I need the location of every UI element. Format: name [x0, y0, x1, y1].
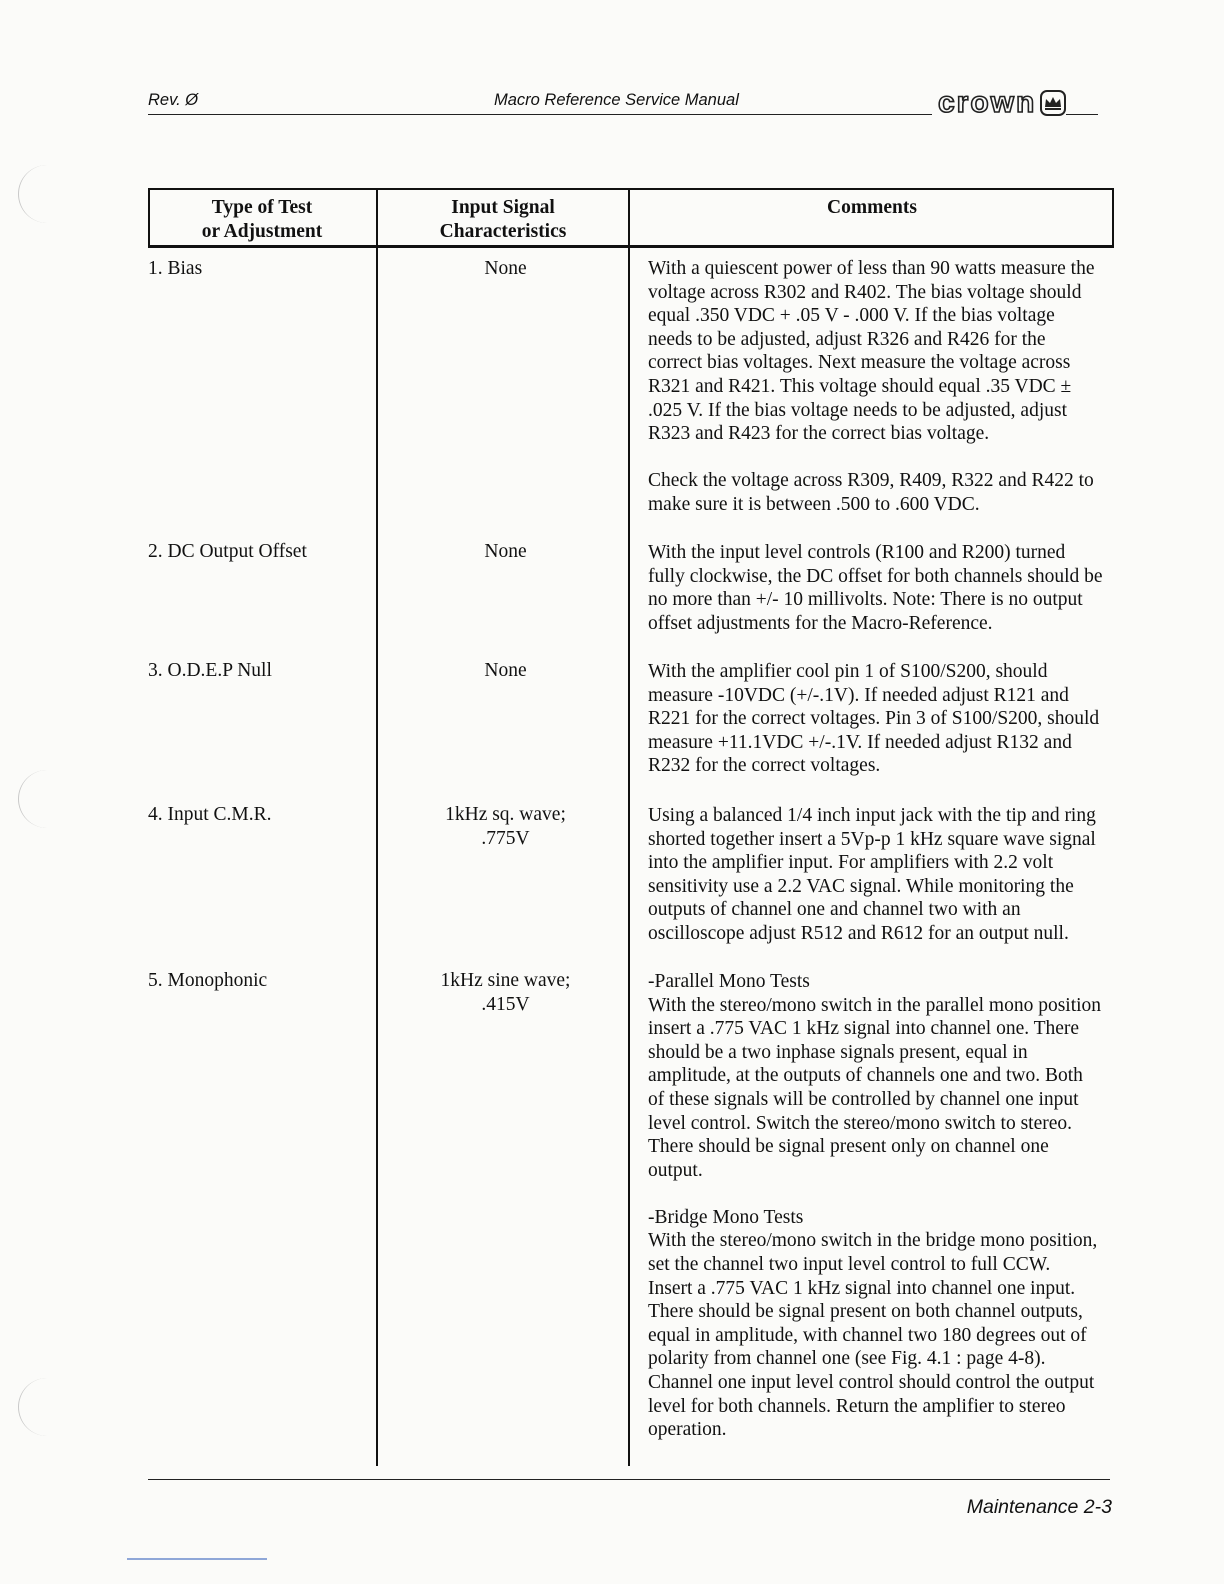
comment-paragraph: -Parallel Mono Tests With the stereo/mono switch in the parallel mono position insert a .775 VAC 1 kHz signal into channel one. There should be a two inphase signals present, equal in amplitude, at the outputs of channels one and two. Both of these signals will be controlled by channel one input level control. Switch the stereo/mono switch to stereo. There should be signal present only on channel one output.	[648, 971, 1102, 1181]
test-procedure-table	[148, 188, 1114, 1468]
input-signal: 1kHz sq. wave; .775V	[445, 804, 566, 849]
input-signal: None	[484, 258, 527, 279]
comment-text	[648, 257, 1118, 516]
column-header-comments: Comments	[827, 197, 917, 218]
test-name: 1. Bias	[148, 258, 203, 279]
column-header-test: Type of Test or Adjustment	[201, 197, 323, 242]
comment-text	[648, 660, 1118, 778]
column-header-input: Input Signal Characteristics	[439, 197, 567, 242]
scan-artifact-line	[127, 1558, 267, 1560]
input-signal: 1kHz sine wave; .415V	[440, 970, 571, 1015]
input-signal: None	[484, 660, 527, 681]
binder-hole-mark	[18, 1378, 49, 1436]
comment-text	[648, 970, 1118, 1442]
page-footer: Maintenance 2-3	[966, 1496, 1112, 1518]
test-name: 2. DC Output Offset	[148, 541, 307, 562]
input-signal: None	[484, 541, 527, 562]
comment-paragraph: With the amplifier cool pin 1 of S100/S200, should measure -10VDC (+/-.1V). If needed adjust R121 and R221 for the correct voltages. Pin 3 of S100/S200, should measure +11.1VDC +/-.1V. If needed adjust R132 and R232 for the correct voltages.	[648, 661, 1100, 777]
test-name: 4. Input C.M.R.	[148, 804, 272, 825]
comment-paragraph: Using a balanced 1/4 inch input jack with the tip and ring shorted together insert a 5Vp-p 1 kHz square wave signal into the amplifier input. For amplifiers with 2.2 volt sensitivity use a 2.2 VAC signal. While monitoring the outputs of channel one and channel two with an oscilloscope adjust R512 and R612 for an output null.	[648, 805, 1096, 944]
test-name: 3. O.D.E.P Null	[148, 660, 272, 681]
crown-icon	[1040, 90, 1066, 116]
binder-hole-mark	[18, 770, 49, 828]
revision-label: Rev. Ø	[148, 91, 199, 109]
crown-logo	[932, 86, 1066, 120]
comment-text	[648, 804, 1118, 946]
binder-hole-mark	[18, 165, 49, 223]
manual-title: Macro Reference Service Manual	[494, 91, 739, 109]
comment-paragraph: With the input level controls (R100 and R200) turned fully clockwise, the DC offset for both channels should be no more than +/- 10 millivolts. Note: There is no output offset adjustments for the Macro-Reference.	[648, 542, 1103, 634]
comment-paragraph: With a quiescent power of less than 90 watts measure the voltage across R302 and R402. The bias voltage should equal .350 VDC + .05 V - .000 V. If the bias voltage needs to be adjusted, adjust R326 and R426 for the correct bias voltages. Next measure the voltage across R321 and R421. This voltage should equal .35 VDC ± .025 V. If the bias voltage needs to be adjusted, adjust R323 and R423 for the correct bias voltage.	[648, 258, 1095, 445]
comment-text	[648, 541, 1118, 635]
test-name: 5. Monophonic	[148, 970, 268, 991]
comment-paragraph: -Bridge Mono Tests With the stereo/mono switch in the bridge mono position, set the channel two input level control to full CCW. Insert a .775 VAC 1 kHz signal into channel one input. There should be signal present on both channel outputs, equal in amplitude, with channel two 180 degrees out of polarity from channel one (see Fig. 4.1 : page 4-8). Channel one input level control should control the output level for both channels. Return the amplifier to stereo operation.	[648, 1206, 1098, 1441]
footer-rule	[148, 1479, 1110, 1480]
brand-wordmark: crown	[938, 86, 1037, 119]
comment-paragraph: Check the voltage across R309, R409, R322 and R422 to make sure it is between .500 to .600 VDC.	[648, 470, 1094, 515]
